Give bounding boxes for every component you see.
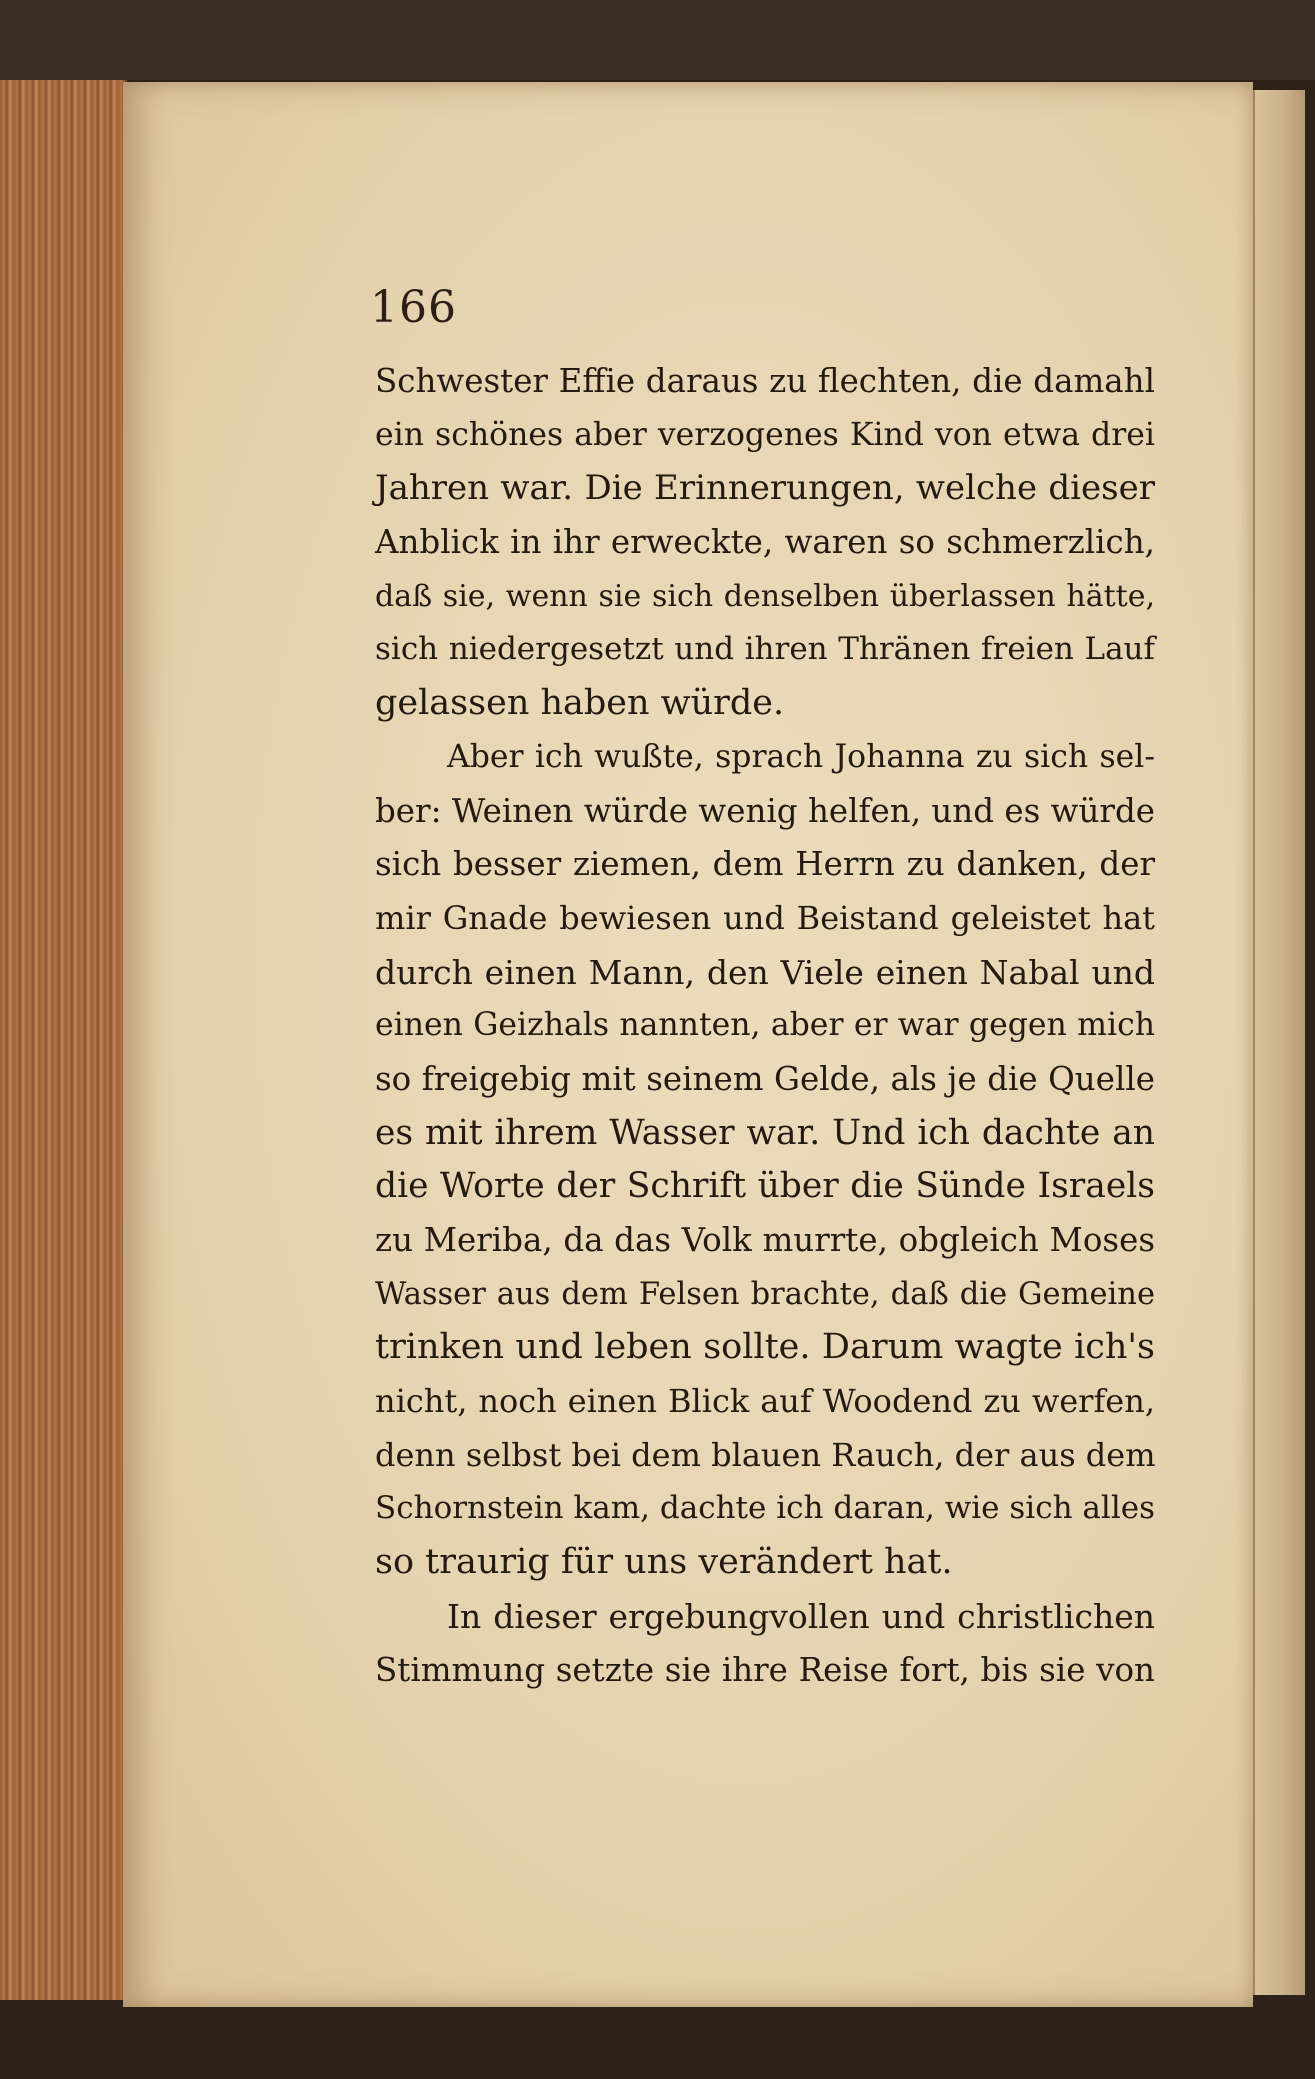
text-line: Stimmung setzte sie ihre Reise fort, bis sie von xyxy=(375,1650,1155,1689)
text-line: Schornstein kam, dachte ich daran, wie sich alles xyxy=(375,1490,1155,1527)
facing-page-edge xyxy=(1253,90,1305,1995)
text-line: Aber ich wußte, sprach Johanna zu sich sel- xyxy=(447,738,1155,775)
text-line: es mit ihrem Wasser war. Und ich dachte an xyxy=(375,1112,1155,1153)
text-line: Anblick in ihr erweckte, waren so schmerzlich, xyxy=(375,523,1155,562)
text-line: mir Gnade bewiesen und Beistand geleistet hat xyxy=(375,898,1155,937)
text-line: In dieser ergebungvollen und christlichen xyxy=(447,1596,1155,1636)
text-line: trinken und leben sollte. Darum wagte ich's xyxy=(375,1327,1155,1368)
text-line: denn selbst bei dem blauen Rauch, der aus dem xyxy=(375,1435,1156,1474)
page-number: 166 xyxy=(370,282,457,333)
text-line: gelassen haben würde. xyxy=(375,683,785,724)
text-line: so freigebig mit seinem Gelde, als je die Quelle xyxy=(375,1059,1155,1098)
text-line: einen Geizhals nannten, aber er war gegen mich xyxy=(375,1007,1155,1044)
text-line: Jahren war. Die Erinnerungen, welche dieser xyxy=(375,468,1155,509)
text-line: so traurig für uns verändert hat. xyxy=(375,1542,953,1583)
text-line: Wasser aus dem Felsen brachte, daß die Gemeine xyxy=(375,1276,1155,1312)
page-edges xyxy=(0,80,127,2000)
text-line: durch einen Mann, den Viele einen Nabal und xyxy=(375,952,1155,992)
text-line: daß sie, wenn sie sich denselben überlassen hätte, xyxy=(375,578,1155,614)
text-line: nicht, noch einen Blick auf Woodend zu werfen, xyxy=(375,1382,1155,1421)
text-line: sich besser ziemen, dem Herrn zu danken, der xyxy=(375,845,1155,884)
text-line: die Worte der Schrift über die Sünde Israels xyxy=(375,1166,1155,1207)
text-line: Schwester Effie daraus zu flechten, die damahl xyxy=(375,362,1155,400)
text-line: ein schönes aber verzogenes Kind von etwa drei xyxy=(375,416,1155,453)
body-text xyxy=(375,355,1155,1697)
text-line: ber: Weinen würde wenig helfen, und es würde xyxy=(375,791,1155,830)
text-line: zu Meriba, da das Volk murrte, obgleich Moses xyxy=(375,1221,1155,1259)
text-line: sich niedergesetzt und ihren Thränen freien Lauf xyxy=(375,631,1155,668)
